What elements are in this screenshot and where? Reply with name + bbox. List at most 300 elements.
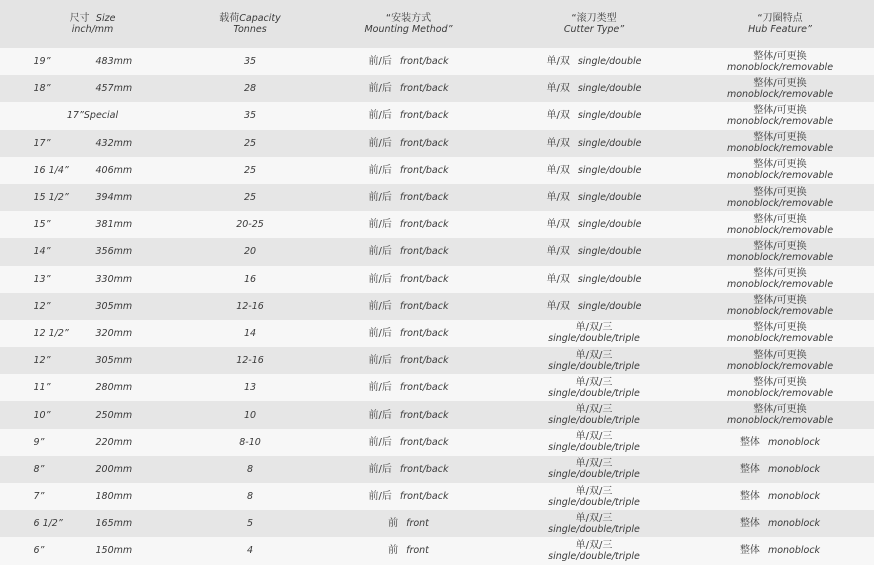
size-inch: 9” [33, 436, 45, 448]
cutter-zh: 单/双 [546, 83, 570, 95]
hub-en: monoblock [767, 491, 821, 503]
cutter-zh: 单/双 [546, 56, 570, 68]
header-capacity-zh: 载荷 [219, 13, 240, 24]
mounting-en: front/back [399, 273, 449, 285]
cutter-zh: 单/双 [546, 300, 570, 312]
table-row [0, 374, 874, 401]
table-row [0, 266, 874, 293]
size-inch: 7” [33, 491, 45, 503]
size-cell [0, 320, 185, 347]
table-row [0, 102, 874, 129]
header-mounting-zh: “安装方式 [385, 13, 432, 24]
mounting-zh: 前 [388, 545, 399, 557]
hub-cell [686, 483, 874, 510]
header-cutter-zh: “滚刀类型 [571, 13, 617, 24]
hub-cell [686, 293, 874, 320]
hub-zh: 整体/可更换 [753, 349, 807, 361]
cutter-en: single/double [577, 246, 642, 258]
cutter-zh: 单/双/三 [575, 539, 613, 551]
hub-cell [686, 429, 874, 456]
table-row [0, 48, 874, 75]
size-inch: 15” [33, 219, 51, 231]
hub-cell [686, 130, 874, 157]
hub-zh: 整体/可更换 [753, 240, 807, 252]
mounting-cell [315, 483, 502, 510]
size-mm: 483mm [95, 56, 133, 68]
table-row [0, 456, 874, 483]
hub-en: monoblock [767, 518, 821, 530]
mounting-cell [315, 374, 502, 401]
size-mm: 305mm [95, 300, 133, 312]
hub-zh: 整体/可更换 [753, 322, 807, 334]
hub-cell [686, 75, 874, 102]
table-row [0, 157, 874, 184]
size-cell [0, 537, 185, 564]
mounting-zh: 前/后 [368, 192, 392, 204]
table-header [0, 0, 874, 48]
hub-zh: 整体/可更换 [753, 404, 807, 416]
hub-zh: 整体 [739, 545, 760, 557]
mounting-cell [315, 347, 502, 374]
cutter-cell [502, 75, 686, 102]
hub-zh: 整体/可更换 [753, 213, 807, 225]
cutter-zh: 单/双 [546, 219, 570, 231]
mounting-en: front/back [399, 219, 449, 231]
size-mm: 200mm [95, 463, 133, 475]
capacity-value: 20 [243, 246, 257, 258]
size-inch: 11” [33, 382, 51, 394]
hub-zh: 整体/可更换 [753, 159, 807, 171]
cutter-zh: 单/双 [546, 273, 570, 285]
capacity-value: 12-16 [236, 355, 264, 367]
cutter-cell [502, 429, 686, 456]
mounting-zh: 前/后 [368, 83, 392, 95]
size-cell [0, 483, 185, 510]
capacity-value: 12-16 [236, 300, 264, 312]
hub-zh: 整体 [739, 436, 760, 448]
mounting-zh: 前/后 [368, 246, 392, 258]
size-mm: 320mm [95, 327, 133, 339]
capacity-cell [185, 75, 315, 102]
cutter-en: single/double [577, 137, 642, 149]
mounting-en: front/back [399, 137, 449, 149]
cutter-cell [502, 320, 686, 347]
cutter-cell [502, 157, 686, 184]
hub-zh: 整体 [739, 518, 760, 530]
hub-en: monoblock/removable [726, 306, 834, 318]
capacity-cell [185, 347, 315, 374]
hub-zh: 整体/可更换 [753, 132, 807, 144]
capacity-cell [185, 157, 315, 184]
mounting-zh: 前/后 [368, 463, 392, 475]
cutter-cell [502, 510, 686, 537]
capacity-cell [185, 266, 315, 293]
capacity-cell [185, 293, 315, 320]
capacity-cell [185, 401, 315, 428]
size-inch: 13” [33, 273, 51, 285]
mounting-cell [315, 456, 502, 483]
mounting-zh: 前/后 [368, 273, 392, 285]
cutter-en: single/double/triple [548, 496, 640, 508]
mounting-en: front/back [399, 436, 449, 448]
capacity-cell [185, 537, 315, 564]
size-cell [0, 184, 185, 211]
size-cell [0, 456, 185, 483]
mounting-en: front/back [399, 246, 449, 258]
hub-en: monoblock/removable [726, 279, 834, 291]
mounting-zh: 前/后 [368, 137, 392, 149]
mounting-zh: 前/后 [368, 409, 392, 421]
capacity-value: 16 [243, 273, 257, 285]
table-row [0, 483, 874, 510]
cutter-cell [502, 130, 686, 157]
size-mm: 406mm [95, 164, 133, 176]
table-row [0, 238, 874, 265]
header-cutter-type [502, 0, 686, 48]
capacity-cell [185, 130, 315, 157]
cutter-en: single/double/triple [548, 469, 640, 481]
capacity-value: 25 [243, 137, 257, 149]
hub-en: monoblock/removable [726, 170, 834, 182]
cutter-en: single/double/triple [548, 523, 640, 535]
capacity-value: 8 [246, 491, 254, 503]
mounting-zh: 前/后 [368, 436, 392, 448]
cutter-zh: 单/双/三 [575, 458, 613, 470]
hub-en: monoblock/removable [726, 333, 834, 345]
mounting-zh: 前/后 [368, 164, 392, 176]
header-capacity [185, 0, 315, 48]
capacity-cell [185, 238, 315, 265]
table-row [0, 510, 874, 537]
hub-cell [686, 320, 874, 347]
capacity-cell [185, 429, 315, 456]
hub-zh: 整体/可更换 [753, 295, 807, 307]
mounting-cell [315, 401, 502, 428]
table-row [0, 211, 874, 238]
mounting-en: front/back [399, 192, 449, 204]
size-mm: 220mm [95, 436, 133, 448]
mounting-cell [315, 130, 502, 157]
capacity-value: 20-25 [236, 219, 264, 231]
capacity-value: 28 [243, 83, 257, 95]
size-cell [0, 347, 185, 374]
hub-zh: 整体/可更换 [753, 186, 807, 198]
mounting-cell [315, 266, 502, 293]
cutter-en: single/double [577, 83, 642, 95]
hub-cell [686, 48, 874, 75]
hub-cell [686, 184, 874, 211]
cutter-cell [502, 102, 686, 129]
capacity-value: 25 [243, 164, 257, 176]
hub-cell [686, 347, 874, 374]
hub-en: monoblock/removable [726, 197, 834, 209]
mounting-zh: 前/后 [368, 327, 392, 339]
size-cell [0, 429, 185, 456]
size-mm: 180mm [95, 491, 133, 503]
mounting-cell [315, 320, 502, 347]
size-inch: 6” [33, 545, 45, 557]
cutter-zh: 单/双/三 [575, 404, 613, 416]
cutter-cell [502, 238, 686, 265]
size-mm: 250mm [95, 409, 133, 421]
hub-zh: 整体 [739, 491, 760, 503]
cutter-en: single/double [577, 192, 642, 204]
cutter-en: single/double/triple [548, 415, 640, 427]
mounting-en: front/back [399, 463, 449, 475]
table-row [0, 537, 874, 564]
hub-zh: 整体 [739, 463, 760, 475]
cutter-en: single/double/triple [548, 442, 640, 454]
table-row [0, 347, 874, 374]
size-cell [0, 374, 185, 401]
capacity-value: 14 [243, 327, 257, 339]
size-inch: 10” [33, 409, 51, 421]
table-row [0, 320, 874, 347]
header-capacity-en: Capacity [239, 13, 281, 24]
size-inch: 15 1/2” [33, 192, 69, 204]
size-mm: 432mm [95, 137, 133, 149]
mounting-zh: 前/后 [368, 491, 392, 503]
cutter-en: single/double [577, 300, 642, 312]
size-cell [0, 75, 185, 102]
cutter-zh: 单/双 [546, 110, 570, 122]
mounting-zh: 前 [388, 518, 399, 530]
mounting-en: front/back [399, 56, 449, 68]
cutter-en: single/double [577, 56, 642, 68]
mounting-zh: 前/后 [368, 56, 392, 68]
mounting-cell [315, 510, 502, 537]
header-hub-zh: “刀圈特点 [757, 13, 803, 24]
size-mm: 457mm [95, 83, 133, 95]
cutter-en: single/double [577, 219, 642, 231]
cutter-cell [502, 293, 686, 320]
capacity-cell [185, 510, 315, 537]
size-cell [0, 266, 185, 293]
capacity-value: 35 [243, 110, 257, 122]
size-cell [0, 48, 185, 75]
size-inch: 12 1/2” [33, 327, 69, 339]
cutter-zh: 单/双 [546, 164, 570, 176]
mounting-zh: 前/后 [368, 219, 392, 231]
header-hub-feature [686, 0, 874, 48]
hub-zh: 整体/可更换 [753, 376, 807, 388]
hub-cell [686, 401, 874, 428]
cutter-zh: 单/双/三 [575, 376, 613, 388]
table-row [0, 401, 874, 428]
table-row [0, 130, 874, 157]
cutter-en: single/double/triple [548, 360, 640, 372]
hub-cell [686, 102, 874, 129]
capacity-value: 5 [246, 518, 254, 530]
mounting-en: front/back [399, 355, 449, 367]
cutter-zh: 单/双 [546, 192, 570, 204]
capacity-value: 35 [243, 56, 257, 68]
cutter-zh: 单/双/三 [575, 431, 613, 443]
size-mm: 394mm [95, 192, 133, 204]
capacity-value: 8 [246, 463, 254, 475]
cutter-en: single/double [577, 164, 642, 176]
cutter-zh: 单/双/三 [575, 512, 613, 524]
mounting-zh: 前/后 [368, 355, 392, 367]
size-inch: 17” [33, 137, 51, 149]
size-cell [0, 130, 185, 157]
capacity-value: 13 [243, 382, 257, 394]
cutter-zh: 单/双 [546, 137, 570, 149]
hub-cell [686, 211, 874, 238]
size-inch: 17”Special [66, 110, 119, 122]
capacity-value: 25 [243, 192, 257, 204]
cutter-cell [502, 184, 686, 211]
header-size-unit: inch/mm [71, 24, 114, 35]
mounting-cell [315, 184, 502, 211]
size-inch: 19” [33, 56, 51, 68]
size-mm: 280mm [95, 382, 133, 394]
size-inch: 12” [33, 355, 51, 367]
size-inch: 16 1/4” [33, 164, 69, 176]
capacity-value: 10 [243, 409, 257, 421]
capacity-cell [185, 456, 315, 483]
table-row [0, 184, 874, 211]
mounting-cell [315, 537, 502, 564]
mounting-en: front/back [399, 327, 449, 339]
size-mm: 165mm [95, 518, 133, 530]
size-mm: 330mm [95, 273, 133, 285]
cutter-en: single/double/triple [548, 333, 640, 345]
cutter-cell [502, 48, 686, 75]
table-row [0, 293, 874, 320]
header-mounting [315, 0, 502, 48]
cutter-cell [502, 211, 686, 238]
hub-en: monoblock/removable [726, 415, 834, 427]
mounting-en: front/back [399, 382, 449, 394]
cutter-en: single/double/triple [548, 550, 640, 562]
size-cell [0, 102, 185, 129]
cutter-zh: 单/双/三 [575, 322, 613, 334]
cutter-cell [502, 374, 686, 401]
mounting-cell [315, 48, 502, 75]
size-mm: 305mm [95, 355, 133, 367]
mounting-cell [315, 75, 502, 102]
cutter-cell [502, 401, 686, 428]
mounting-zh: 前/后 [368, 382, 392, 394]
hub-en: monoblock/removable [726, 387, 834, 399]
hub-zh: 整体/可更换 [753, 268, 807, 280]
cutter-zh: 单/双/三 [575, 349, 613, 361]
hub-en: monoblock/removable [726, 224, 834, 236]
cutter-en: single/double [577, 110, 642, 122]
mounting-en: front [406, 518, 429, 530]
capacity-cell [185, 184, 315, 211]
size-cell [0, 238, 185, 265]
size-cell [0, 293, 185, 320]
capacity-value: 8-10 [239, 436, 261, 448]
cutter-cell [502, 537, 686, 564]
hub-cell [686, 266, 874, 293]
mounting-en: front/back [399, 83, 449, 95]
size-cell [0, 211, 185, 238]
hub-en: monoblock/removable [726, 143, 834, 155]
mounting-en: front/back [399, 409, 449, 421]
hub-zh: 整体/可更换 [753, 104, 807, 116]
cutter-cell [502, 347, 686, 374]
capacity-value: 4 [246, 545, 254, 557]
mounting-cell [315, 293, 502, 320]
table-body [0, 48, 874, 565]
size-cell [0, 157, 185, 184]
hub-cell [686, 374, 874, 401]
hub-cell [686, 157, 874, 184]
mounting-cell [315, 102, 502, 129]
capacity-cell [185, 48, 315, 75]
header-hub-en: Hub Feature” [748, 24, 812, 35]
size-inch: 6 1/2” [33, 518, 63, 530]
hub-cell [686, 510, 874, 537]
cutter-en: single/double/triple [548, 387, 640, 399]
hub-en: monoblock/removable [726, 360, 834, 372]
capacity-cell [185, 211, 315, 238]
hub-en: monoblock/removable [726, 88, 834, 100]
size-mm: 150mm [95, 545, 133, 557]
header-size [0, 0, 185, 48]
hub-cell [686, 238, 874, 265]
mounting-cell [315, 238, 502, 265]
capacity-cell [185, 320, 315, 347]
header-size-en: Size [95, 13, 116, 24]
hub-zh: 整体/可更换 [753, 50, 807, 62]
mounting-en: front/back [399, 491, 449, 503]
table-row [0, 429, 874, 456]
capacity-cell [185, 374, 315, 401]
hub-en: monoblock/removable [726, 115, 834, 127]
size-mm: 356mm [95, 246, 133, 258]
mounting-cell [315, 211, 502, 238]
header-size-zh: 尺寸 [69, 13, 90, 24]
size-inch: 12” [33, 300, 51, 312]
size-inch: 14” [33, 246, 51, 258]
hub-en: monoblock [767, 436, 821, 448]
mounting-en: front/back [399, 110, 449, 122]
mounting-zh: 前/后 [368, 300, 392, 312]
hub-cell [686, 537, 874, 564]
table-row [0, 75, 874, 102]
hub-cell [686, 456, 874, 483]
mounting-cell [315, 157, 502, 184]
hub-en: monoblock [767, 463, 821, 475]
cutter-zh: 单/双 [546, 246, 570, 258]
hub-zh: 整体/可更换 [753, 77, 807, 89]
cutter-en: single/double [577, 273, 642, 285]
mounting-en: front/back [399, 164, 449, 176]
capacity-cell [185, 102, 315, 129]
cutter-zh: 单/双/三 [575, 485, 613, 497]
mounting-zh: 前/后 [368, 110, 392, 122]
hub-en: monoblock [767, 545, 821, 557]
cutter-cell [502, 483, 686, 510]
size-cell [0, 510, 185, 537]
header-cutter-en: Cutter Type” [563, 24, 625, 35]
capacity-cell [185, 483, 315, 510]
size-inch: 18” [33, 83, 51, 95]
size-cell [0, 401, 185, 428]
cutter-cell [502, 456, 686, 483]
mounting-en: front [406, 545, 429, 557]
header-mounting-en: Mounting Method” [364, 24, 453, 35]
hub-en: monoblock/removable [726, 251, 834, 263]
header-capacity-unit: Tonnes [233, 24, 267, 35]
hub-en: monoblock/removable [726, 61, 834, 73]
cutter-cell [502, 266, 686, 293]
size-inch: 8” [33, 463, 45, 475]
